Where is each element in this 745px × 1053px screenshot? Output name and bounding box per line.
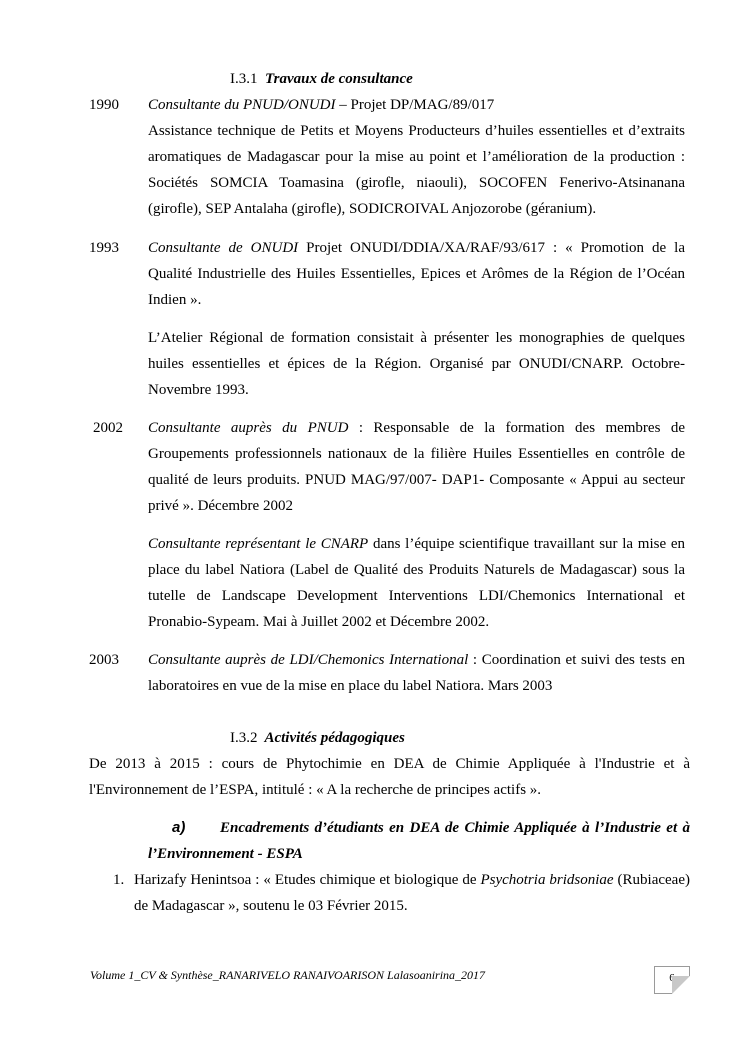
entry-line bbox=[148, 651, 685, 669]
entry-line: Indien ». bbox=[148, 292, 202, 308]
list-item: de Madagascar », soutenu le 03 Février 2015. bbox=[134, 898, 408, 914]
entry-line: Novembre 1993. bbox=[148, 382, 249, 398]
list-item-number: 1. bbox=[113, 872, 125, 888]
entry-line: Pronabio-Sypeam. Mai à Juillet 2002 et Décembre 2002. bbox=[148, 614, 490, 630]
entry-line: laboratoires en vue de la mise en place du label Natiora. Mars 2003 bbox=[148, 678, 553, 694]
entry-line: privé ». Décembre 2002 bbox=[148, 498, 293, 514]
section-title: Travaux de consultance bbox=[265, 71, 413, 87]
species-name: Psychotria bridsoniae bbox=[480, 872, 614, 888]
entry-role: Consultante auprès de LDI/Chemonics International bbox=[148, 652, 469, 668]
entry-line: place du label Natiora (Label de Qualité des Produits Naturels de Madagascar) sous la bbox=[148, 562, 685, 578]
entry-text: : Coordination et suivi des tests en bbox=[468, 652, 685, 668]
entry-text: – Projet DP/MAG/89/017 bbox=[335, 97, 495, 113]
entry-text: : Responsable de la formation des membres de bbox=[348, 420, 685, 436]
entry-line: Groupements professionnels nationaux de la filière Huiles Essentielles en contrôle de bbox=[148, 446, 685, 462]
entry-line: qualité de leurs produits. PNUD MAG/97/007- DAP1- Composante « Appui au secteur bbox=[148, 472, 685, 488]
entry-text: dans l’équipe scientifique travaillant sur la mise en bbox=[368, 536, 685, 552]
entry-year: 1990 bbox=[89, 97, 119, 113]
entry-year: 2003 bbox=[89, 652, 119, 668]
page-fold-icon bbox=[672, 976, 690, 994]
page-number-box bbox=[654, 966, 690, 994]
footer-text: Volume 1_CV & Synthèse_RANARIVELO RANAIVOARISON Lalasoanirina_2017 bbox=[90, 968, 486, 982]
entry-line bbox=[148, 96, 494, 114]
entry-line: Qualité Industrielle des Huiles Essentielles, Epices et Arômes de la Région de l’Océan bbox=[148, 266, 685, 282]
pedagogy-intro: De 2013 à 2015 : cours de Phytochimie en DEA de Chimie Appliquée à l'Industrie et à bbox=[89, 756, 690, 772]
pedagogy-intro: l'Environnement de l’ESPA, intitulé : « A la recherche de principes actifs ». bbox=[89, 782, 542, 798]
entry-line bbox=[148, 535, 685, 553]
entry-role: Consultante auprès du PNUD bbox=[148, 420, 349, 436]
entry-line bbox=[148, 419, 685, 437]
entry-line bbox=[148, 239, 685, 257]
entry-line: L’Atelier Régional de formation consistait à présenter les monographies de quelques bbox=[148, 330, 685, 346]
entry-role: Consultante de ONUDI bbox=[148, 240, 299, 256]
entry-line: Sociétés SOMCIA Toamasina (girofle, niaouli), SOCOFEN Fenerivo-Atsinanana bbox=[148, 175, 685, 191]
section-number: I.3.2 bbox=[230, 730, 258, 746]
section-title: Activités pédagogiques bbox=[264, 730, 405, 746]
entry-line: aromatiques de Madagascar pour la mise au point et l’amélioration de la production : bbox=[148, 149, 685, 165]
entry-text: Projet ONUDI/DDIA/XA/RAF/93/617 : « Promotion de la bbox=[298, 240, 685, 256]
section-number: I.3.1 bbox=[230, 71, 258, 87]
page-number: 6 bbox=[669, 972, 675, 984]
entry-year: 1993 bbox=[89, 240, 119, 256]
entry-line: Assistance technique de Petits et Moyens Producteurs d’huiles essentielles et d’extraits bbox=[148, 123, 685, 139]
subsection-title: l’Environnement - ESPA bbox=[148, 846, 303, 862]
subsection-letter: a) bbox=[172, 819, 186, 836]
list-item-text: Harizafy Henintsoa : « Etudes chimique et biologique de bbox=[134, 872, 481, 888]
entry-line: tutelle de Landscape Development Interventions LDI/Chemonics International et bbox=[148, 588, 685, 604]
section-heading-pedagogiques bbox=[230, 729, 405, 747]
list-item bbox=[134, 871, 690, 889]
entry-line: huiles essentielles et épices de la Région. Organisé par ONUDI/CNARP. Octobre- bbox=[148, 356, 685, 372]
entry-role: Consultante du PNUD/ONUDI bbox=[148, 97, 336, 113]
subsection-title: Encadrements d’étudiants en DEA de Chimie Appliquée à l’Industrie et à bbox=[220, 820, 690, 836]
entry-line: (girofle), SEP Antalaha (girofle), SODICROIVAL Anjozorobe (géranium). bbox=[148, 201, 597, 217]
entry-year: 2002 bbox=[93, 420, 123, 436]
list-item-text: (Rubiaceae) bbox=[613, 872, 690, 888]
entry-role: Consultante représentant le CNARP bbox=[148, 536, 369, 552]
section-heading-travaux bbox=[230, 70, 413, 88]
